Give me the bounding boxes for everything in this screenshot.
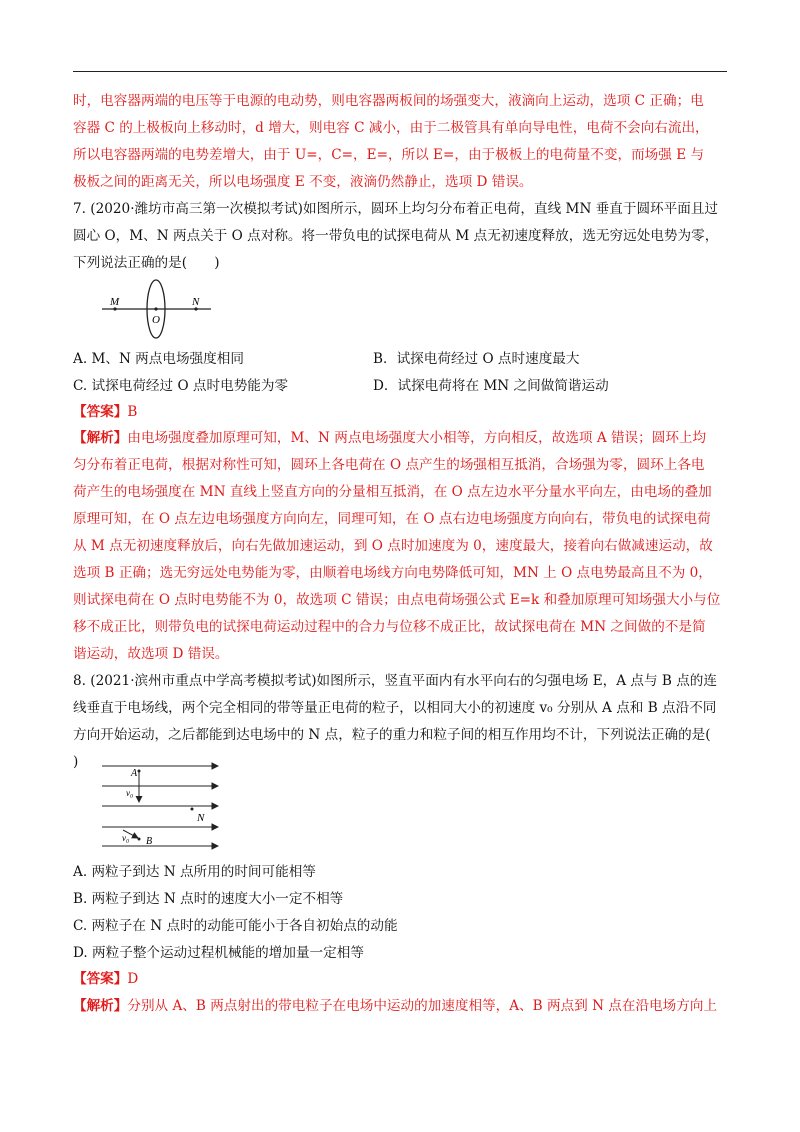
label-m: M bbox=[110, 296, 120, 308]
point-o bbox=[154, 307, 157, 310]
label-v0-top: v₀ bbox=[126, 788, 134, 798]
label-n: N bbox=[197, 812, 205, 824]
q8-stem-line-4: ) bbox=[73, 754, 79, 770]
q7-analysis-line-8: 移不成正比，则带负电的试探电荷运动过程中的合力与位移不成正比，故试探电荷在 MN 之间做的不是简 bbox=[73, 619, 706, 635]
q7-analysis-text-1: 由电场强度叠加原理可知，M、N 两点电场强度大小相等，方向相反，故选项 A 错误；圆环上均 bbox=[127, 430, 707, 446]
label-b: B bbox=[146, 836, 153, 847]
q8-option-a: A. 两粒子到达 N 点所用的时间可能相等 bbox=[73, 864, 316, 880]
q8-analysis-text-1: 分别从 A、B 两点射出的带电粒子在电场中运动的加速度相等，A、B 两点到 N 点在沿电场方向上 bbox=[127, 998, 718, 1014]
q7-analysis-line-4: 原理可知，在 O 点左边电场强度方向向左，同理可知，在 O 点右边电场强度方向向右，带负电的试探电荷 bbox=[73, 511, 711, 527]
q8-stem-line-1: 8. (2021·滨州市重点中学高考模拟考试)如图所示，竖直平面内有水平向右的匀强电场 E，A 点与 B 点的连 bbox=[73, 673, 717, 689]
q8-analysis-tag: 【解析】 bbox=[73, 998, 128, 1014]
q7-analysis-line-1 bbox=[73, 425, 729, 452]
q7-option-b: B．试探电荷经过 O 点时速度最大 bbox=[373, 351, 580, 367]
prev-analysis-line-3: 所以电容器两端的电势差增大，由于 U=，C=，E=，所以 E=，由于极板上的电荷量不变，而场强 E 与 bbox=[73, 147, 705, 163]
header-rule bbox=[73, 71, 727, 72]
q7-option-a: A. M、N 两点电场强度相同 bbox=[73, 351, 244, 367]
q8-stem-line-2: 线垂直于电场线，两个完全相同的带等量正电荷的粒子，以相同大小的初速度 v₀ 分别从 A 点和 B 点沿不同 bbox=[73, 700, 717, 716]
q7-analysis-line-3: 荷产生的电场强度在 MN 直线上竖直方向的分量相互抵消，在 O 点左边水平分量水平向左，由电场的叠加 bbox=[73, 484, 712, 500]
q7-analysis-line-9: 谐运动，故选项 D 错误。 bbox=[73, 646, 229, 662]
q8-option-d: D. 两粒子整个运动过程机械能的增加量一定相等 bbox=[73, 945, 364, 961]
point-n bbox=[191, 808, 194, 811]
q7-answer-value: B bbox=[127, 404, 138, 420]
q7-option-c: C. 试探电荷经过 O 点时电势能为零 bbox=[73, 378, 289, 394]
q8-analysis-line-1 bbox=[73, 993, 729, 1020]
q7-analysis-line-5: 从 M 点无初速度释放后，向右先做加速运动，到 O 点时加速度为 0，速度最大，接着向右做减速运动，故 bbox=[73, 538, 713, 554]
q8-option-c: C. 两粒子在 N 点时的动能可能小于各自初始点的动能 bbox=[73, 918, 398, 934]
q8-answer-tag: 【答案】 bbox=[73, 971, 128, 987]
q8-answer-value: D bbox=[127, 971, 139, 987]
label-v0-bottom: v₀ bbox=[122, 833, 130, 843]
q8-field-figure bbox=[100, 758, 225, 856]
q7-option-d: D．试探电荷将在 MN 之间做简谐运动 bbox=[373, 378, 609, 394]
label-a: A bbox=[131, 768, 138, 779]
q7-stem-line-3: 下列说法正确的是( ) bbox=[73, 255, 220, 271]
q7-analysis-line-7: 则试探电荷在 O 点时电势能不为 0，故选项 C 错误；由点电荷场强公式 E=k 和叠加原理可知场强大小与位 bbox=[73, 592, 721, 608]
q8-stem-line-3: 方向开始运动，之后都能到达电场中的 N 点，粒子的重力和粒子间的相互作用均不计，下列说法正确的是( bbox=[73, 727, 711, 743]
prev-analysis-line-4: 极板之间的距离无关，所以电场强度 E 不变，液滴仍然静止，选项 D 错误。 bbox=[73, 174, 533, 190]
label-n: N bbox=[192, 296, 200, 308]
q7-ring-figure bbox=[100, 278, 215, 340]
q7-stem-line-1: 7. (2020·潍坊市高三第一次模拟考试)如图所示，圆环上均匀分布着正电荷，直线 MN 垂直于圆环平面且过 bbox=[73, 201, 719, 217]
q7-analysis-tag: 【解析】 bbox=[73, 430, 128, 446]
q7-analysis-line-6: 选项 B 正确；选无穷远处电势能为零，由顺着电场线方向电势降低可知，MN 上 O 点电势最高且不为 0， bbox=[73, 565, 712, 581]
prev-analysis-line-1: 时，电容器两端的电压等于电源的电动势，则电容器两板间的场强变大，液滴向上运动，选项 C 正确；电 bbox=[73, 93, 704, 109]
label-o: O bbox=[152, 314, 160, 326]
q7-answer-tag: 【答案】 bbox=[73, 404, 128, 420]
q7-analysis-line-2: 匀分布着正电荷，根据对称性可知，圆环上各电荷在 O 点产生的场强相互抵消，合场强为零，圆环上各电 bbox=[73, 457, 705, 473]
q8-option-b: B. 两粒子到达 N 点时的速度大小一定不相等 bbox=[73, 891, 344, 907]
q7-answer bbox=[73, 399, 729, 426]
prev-analysis-line-2: 容器 C 的上极板向上移动时，d 增大，则电容 C 减小，由于二极管具有单向导电性，电荷不会向右流出， bbox=[73, 120, 709, 136]
q8-answer bbox=[73, 966, 729, 993]
q7-stem-line-2: 圆心 O，M、N 两点关于 O 点对称。将一带负电的试探电荷从 M 点无初速度释放，选无穷远处电势为零， bbox=[73, 228, 719, 244]
